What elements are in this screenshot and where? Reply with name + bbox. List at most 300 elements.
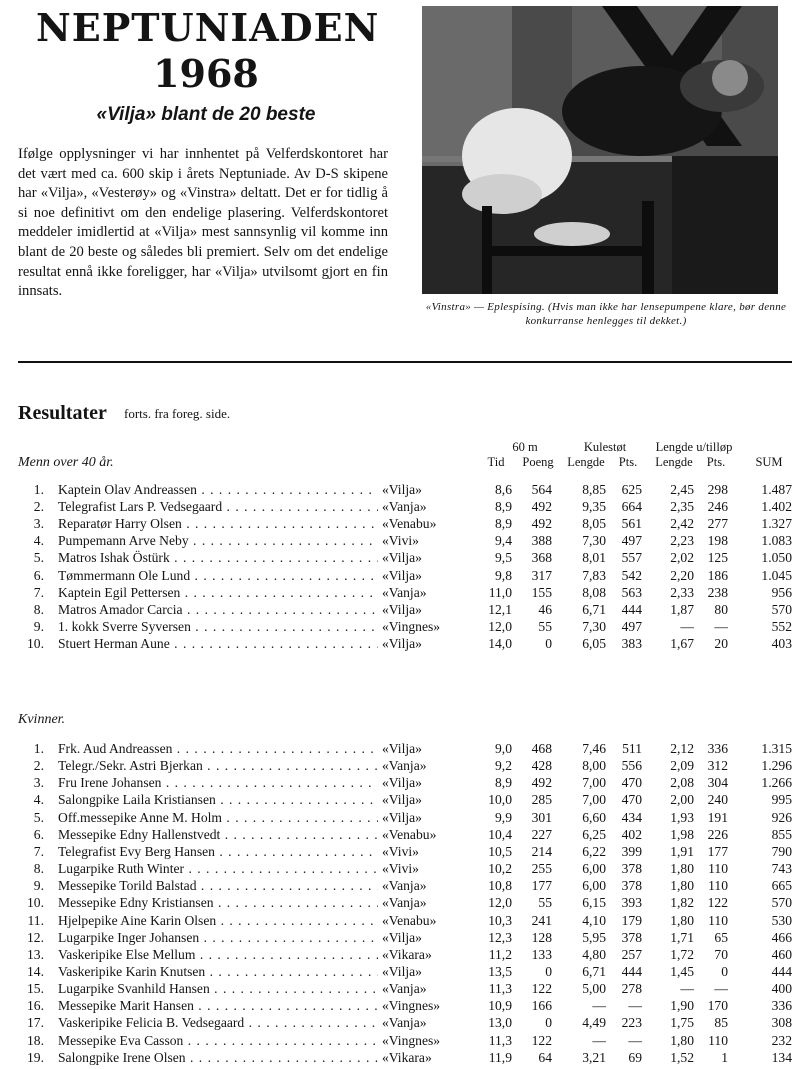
- cell-tid: 11,3: [488, 981, 512, 997]
- cell-poeng: 388: [531, 533, 552, 549]
- cell-tid: 10,2: [488, 861, 512, 877]
- cell-poeng: 155: [531, 584, 552, 600]
- cell-name: Vaskeripike Karin Knutsen . . .: [58, 963, 378, 981]
- cell-sum: 570: [771, 601, 792, 617]
- cell-kp: 497: [621, 618, 642, 634]
- cell-name: Telegrafist Lars P. Vedsegaard . . .: [58, 498, 378, 516]
- cell-tid: 11,0: [488, 584, 512, 600]
- table-row: [0, 929, 800, 947]
- cell-ll: 1,75: [670, 1015, 694, 1031]
- table-row: [0, 946, 800, 964]
- table-row: [0, 791, 800, 809]
- cell-no: 8.: [33, 601, 44, 617]
- cell-tid: 13,0: [488, 1015, 512, 1031]
- table-row: [0, 481, 800, 499]
- cell-lp: 226: [707, 826, 728, 842]
- table-row: [0, 894, 800, 912]
- cell-kp: 399: [621, 843, 642, 859]
- cell-kp: 378: [621, 929, 642, 945]
- cell-kl: 6,00: [582, 861, 606, 877]
- cell-no: 7.: [33, 843, 44, 859]
- cell-sum: 665: [771, 878, 792, 894]
- cell-kp: 470: [621, 792, 642, 808]
- table-row: [0, 980, 800, 998]
- cell-sum: 530: [771, 912, 792, 928]
- cell-kp: 278: [621, 981, 642, 997]
- cell-kp: 625: [621, 482, 642, 497]
- cell-ll: 2,45: [670, 482, 694, 497]
- cell-sum: 1.045: [761, 567, 792, 583]
- cell-kp: 511: [622, 741, 642, 756]
- cell-kl: 8,85: [582, 482, 606, 497]
- table-row: [0, 498, 800, 516]
- cell-ship: «Vilja»: [382, 809, 476, 827]
- cell-sum: 466: [771, 929, 792, 945]
- cell-sum: 1.050: [761, 550, 792, 566]
- cell-kl: 7,30: [582, 533, 606, 549]
- cell-lp: 312: [707, 758, 728, 774]
- cell-poeng: 492: [531, 775, 552, 791]
- cell-sum: 570: [771, 895, 792, 911]
- cell-tid: 9,5: [495, 550, 512, 566]
- cell-sum: 1.327: [761, 516, 792, 532]
- cell-ship: «Vilja»: [382, 740, 476, 758]
- cell-no: 10.: [27, 635, 44, 651]
- cell-ll: 1,80: [670, 878, 694, 894]
- cell-kp: 497: [621, 533, 642, 549]
- page-title: NEPTUNIADEN: [36, 5, 380, 50]
- cell-tid: 10,5: [488, 843, 512, 859]
- cell-ship: «Vilja»: [382, 929, 476, 947]
- col-header-tid: Tid: [487, 455, 505, 469]
- cell-kp: 393: [621, 895, 642, 911]
- cell-kl: 4,10: [582, 912, 606, 928]
- cell-kp: 542: [621, 567, 642, 583]
- cell-ship: «Vilja»: [382, 601, 476, 619]
- cell-ship: «Vikara»: [382, 1049, 476, 1067]
- table-row: [0, 774, 800, 792]
- table-row: [0, 1049, 800, 1067]
- cell-ll: 1,82: [670, 895, 694, 911]
- cell-ship: «Vanja»: [382, 1014, 476, 1032]
- cell-poeng: 428: [531, 758, 552, 774]
- cell-name: Messepike Edny Kristiansen . . .: [58, 894, 378, 912]
- table-row: [0, 809, 800, 827]
- table-row: [0, 860, 800, 878]
- cell-tid: 9,2: [495, 758, 512, 774]
- col-header-kule-lengde: Lengde: [567, 455, 605, 469]
- cell-kp: 557: [621, 550, 642, 566]
- cell-poeng: 177: [531, 878, 552, 894]
- cell-ll: 1,52: [670, 1049, 694, 1065]
- table-row: [0, 584, 800, 602]
- cell-lp: 198: [707, 533, 728, 549]
- cell-ship: «Vanja»: [382, 877, 476, 895]
- table-row: [0, 601, 800, 619]
- cell-tid: 13,5: [488, 963, 512, 979]
- cell-kl: 8,01: [582, 550, 606, 566]
- cell-ll: 2,02: [670, 550, 694, 566]
- cell-tid: 11,3: [488, 1032, 512, 1048]
- table-row: [0, 635, 800, 653]
- cell-tid: 9,0: [495, 741, 512, 756]
- cell-poeng: 564: [531, 482, 552, 497]
- cell-ship: «Venabu»: [382, 826, 476, 844]
- cell-lp: —: [714, 981, 728, 997]
- cell-name: Pumpemann Arve Neby . . .: [58, 532, 378, 550]
- cell-ll: 1,93: [670, 809, 694, 825]
- cell-kp: —: [628, 1032, 642, 1048]
- cell-tid: 9,9: [495, 809, 512, 825]
- cell-kl: —: [592, 1032, 606, 1048]
- table-row: [0, 515, 800, 533]
- cell-name: Off.messepike Anne M. Holm . . .: [58, 809, 378, 827]
- cell-ll: 2,00: [670, 792, 694, 808]
- cell-kp: 556: [621, 758, 642, 774]
- cell-name: Messepike Marit Hansen . . .: [58, 997, 378, 1015]
- cell-no: 5.: [33, 550, 44, 566]
- cell-tid: 8,9: [495, 775, 512, 791]
- cell-name: Fru Irene Johansen . . .: [58, 774, 378, 792]
- cell-sum: 995: [771, 792, 792, 808]
- col-group-60m: 60 m: [512, 440, 538, 454]
- intro-paragraph: Ifølge opplysninger vi har innhentet på Velferdskontoret har det vært med ca. 600 skip i årets Neptuniade. Av D-S skipene har «Vilja», «Vesterøy» og «Vinstra» deltatt. Det er for tidlig å si noe definitivt om den endelige plasering. Velferdskontoret meddeler imidlertid at «Vilja» mest sannsynlig vil komme inn blant de 20 beste og således bli premiert. Selv om det endelige resultat ennå ikke foreligger, har «Vilja» utvilsomt gjort en fin innsats.: [18, 146, 388, 300]
- cell-no: 6.: [33, 826, 44, 842]
- cell-kl: 7,00: [582, 775, 606, 791]
- cell-poeng: 285: [531, 792, 552, 808]
- cell-poeng: 0: [545, 1015, 552, 1031]
- cell-kl: 8,08: [582, 584, 606, 600]
- cell-sum: 743: [771, 861, 792, 877]
- cell-ll: —: [680, 981, 694, 997]
- cell-poeng: 46: [538, 601, 552, 617]
- cell-poeng: 0: [545, 963, 552, 979]
- cell-lp: 122: [707, 895, 728, 911]
- cell-tid: 8,9: [495, 516, 512, 532]
- cell-sum: 308: [771, 1015, 792, 1031]
- cell-ll: 1,91: [670, 843, 694, 859]
- cell-sum: 1.402: [761, 499, 792, 515]
- cell-ship: «Venabu»: [382, 912, 476, 930]
- cell-lp: 191: [707, 809, 728, 825]
- table-row: [0, 963, 800, 981]
- cell-ship: «Vilja»: [382, 963, 476, 981]
- cell-sum: 1.266: [761, 775, 792, 791]
- cell-ll: 2,35: [670, 499, 694, 515]
- cell-no: 11.: [27, 912, 44, 928]
- cell-sum: 1.487: [761, 482, 792, 497]
- cell-tid: 12,0: [488, 895, 512, 911]
- cell-lp: 110: [708, 878, 728, 894]
- cell-ship: «Vilja»: [382, 791, 476, 809]
- cell-name: Telegr./Sekr. Astri Bjerkan . . .: [58, 757, 378, 775]
- cell-ll: 1,67: [670, 635, 694, 651]
- cell-lp: 246: [707, 499, 728, 515]
- cell-ll: 2,33: [670, 584, 694, 600]
- cell-no: 17.: [27, 1015, 44, 1031]
- cell-sum: 926: [771, 809, 792, 825]
- cell-lp: 65: [714, 929, 728, 945]
- cell-sum: 1.083: [761, 533, 792, 549]
- cell-name: Lugarpike Svanhild Hansen . . .: [58, 980, 378, 998]
- cell-ship: «Vivi»: [382, 532, 476, 550]
- cell-name: Reparatør Harry Olsen . . .: [58, 515, 378, 533]
- cell-lp: —: [714, 618, 728, 634]
- cell-ll: 2,09: [670, 758, 694, 774]
- cell-no: 16.: [27, 998, 44, 1014]
- cell-ll: 1,71: [670, 929, 694, 945]
- table-row: [0, 567, 800, 585]
- cell-kp: 383: [621, 635, 642, 651]
- col-group-lengde: Lengde u/tilløp: [655, 440, 733, 454]
- cell-sum: 460: [771, 946, 792, 962]
- cell-ship: «Vanja»: [382, 584, 476, 602]
- cell-name: Matros Ishak Östürk . . .: [58, 549, 378, 567]
- results-continued-note: forts. fra foreg. side.: [124, 406, 231, 421]
- cell-tid: 9,4: [495, 533, 512, 549]
- cell-ship: «Vilja»: [382, 481, 476, 499]
- cell-poeng: 122: [531, 981, 552, 997]
- cell-lp: 240: [707, 792, 728, 808]
- cell-name: Kaptein Egil Pettersen . . .: [58, 584, 378, 602]
- cell-ship: «Vilja»: [382, 549, 476, 567]
- cell-ship: «Vanja»: [382, 894, 476, 912]
- cell-tid: 14,0: [488, 635, 512, 651]
- cell-ll: 2,42: [670, 516, 694, 532]
- cell-lp: 110: [708, 861, 728, 877]
- col-header-lengde-pts: Pts.: [706, 455, 726, 469]
- cell-ll: 2,23: [670, 533, 694, 549]
- table-row: [0, 843, 800, 861]
- cell-no: 7.: [33, 584, 44, 600]
- cell-lp: 170: [707, 998, 728, 1014]
- cell-kp: 223: [621, 1015, 642, 1031]
- cell-no: 2.: [33, 758, 44, 774]
- cell-ship: «Vingnes»: [382, 1032, 476, 1050]
- cell-ll: 1,45: [670, 963, 694, 979]
- col-header-poeng: Poeng: [522, 455, 554, 469]
- cell-poeng: 492: [531, 516, 552, 532]
- cell-poeng: 133: [531, 946, 552, 962]
- cell-name: Tømmermann Ole Lund . . .: [58, 567, 378, 585]
- cell-lp: 20: [714, 635, 728, 651]
- cell-tid: 10,8: [488, 878, 512, 894]
- cell-tid: 12,1: [488, 601, 512, 617]
- cell-kl: 3,21: [582, 1049, 606, 1065]
- cell-kp: 664: [621, 499, 642, 515]
- cell-name: Messepike Eva Casson . . .: [58, 1032, 378, 1050]
- cell-kp: 561: [621, 516, 642, 532]
- cell-poeng: 55: [538, 618, 552, 634]
- col-header-sum: SUM: [755, 455, 783, 469]
- cell-ll: 2,08: [670, 775, 694, 791]
- table-row: [0, 912, 800, 930]
- cell-ship: «Vingnes»: [382, 618, 476, 636]
- cell-no: 19.: [27, 1049, 44, 1065]
- cell-ll: —: [680, 618, 694, 634]
- results-heading: Resultater: [18, 402, 107, 424]
- cell-kp: 470: [621, 775, 642, 791]
- table-row: [0, 1032, 800, 1050]
- cell-no: 14.: [27, 963, 44, 979]
- cell-kl: 6,25: [582, 826, 606, 842]
- cell-tid: 10,4: [488, 826, 512, 842]
- col-header-lengde: Lengde: [655, 455, 693, 469]
- cell-lp: 238: [707, 584, 728, 600]
- cell-name: Salongpike Laila Kristiansen . . .: [58, 791, 378, 809]
- photo-apple-bobbing: [422, 6, 778, 294]
- cell-no: 12.: [27, 929, 44, 945]
- cell-poeng: 227: [531, 826, 552, 842]
- cell-kp: 378: [621, 878, 642, 894]
- cell-ship: «Vivi»: [382, 860, 476, 878]
- col-header-kule-pts: Pts.: [618, 455, 638, 469]
- cell-sum: 400: [771, 981, 792, 997]
- cell-ship: «Vanja»: [382, 757, 476, 775]
- cell-name: Matros Amador Carcia . . .: [58, 601, 378, 619]
- table-row: [0, 997, 800, 1015]
- cell-tid: 9,8: [495, 567, 512, 583]
- cell-name: Vaskeripike Else Mellum . . .: [58, 946, 378, 964]
- cell-ship: «Venabu»: [382, 515, 476, 533]
- cell-sum: 336: [771, 998, 792, 1014]
- cell-kp: 378: [621, 861, 642, 877]
- cell-tid: 10,3: [488, 912, 512, 928]
- cell-kl: 9,35: [582, 499, 606, 515]
- table-row: [0, 757, 800, 775]
- cell-ship: «Vivi»: [382, 843, 476, 861]
- table-row: [0, 740, 800, 758]
- cell-sum: 403: [771, 635, 792, 651]
- cell-ll: 1,87: [670, 601, 694, 617]
- cell-ll: 2,12: [670, 741, 694, 756]
- cell-kl: 7,83: [582, 567, 606, 583]
- cell-ll: 2,20: [670, 567, 694, 583]
- cell-tid: 8,6: [495, 482, 512, 497]
- cell-no: 18.: [27, 1032, 44, 1048]
- section-label-men: Menn over 40 år.: [18, 455, 114, 470]
- cell-lp: 186: [707, 567, 728, 583]
- cell-ll: 1,80: [670, 861, 694, 877]
- cell-ship: «Vilja»: [382, 635, 476, 653]
- cell-kp: 434: [621, 809, 642, 825]
- cell-no: 10.: [27, 895, 44, 911]
- cell-tid: 11,9: [488, 1049, 512, 1065]
- cell-poeng: 241: [531, 912, 552, 928]
- cell-no: 1.: [33, 741, 44, 756]
- cell-name: Lugarpike Ruth Winter . . .: [58, 860, 378, 878]
- cell-name: Messepike Edny Hallenstvedt . . .: [58, 826, 378, 844]
- cell-ship: «Vanja»: [382, 980, 476, 998]
- cell-no: 5.: [33, 809, 44, 825]
- cell-lp: 0: [721, 963, 728, 979]
- cell-poeng: 301: [531, 809, 552, 825]
- cell-sum: 232: [771, 1032, 792, 1048]
- cell-name: Messepike Torild Balstad . . .: [58, 877, 378, 895]
- cell-no: 9.: [33, 878, 44, 894]
- cell-no: 4.: [33, 792, 44, 808]
- cell-no: 1.: [33, 482, 44, 497]
- cell-ship: «Vilja»: [382, 774, 476, 792]
- cell-sum: 134: [771, 1049, 792, 1065]
- cell-poeng: 368: [531, 550, 552, 566]
- cell-poeng: 255: [531, 861, 552, 877]
- cell-kp: 444: [621, 963, 642, 979]
- cell-ship: «Vanja»: [382, 498, 476, 516]
- cell-poeng: 214: [531, 843, 552, 859]
- cell-lp: 110: [708, 912, 728, 928]
- cell-poeng: 122: [531, 1032, 552, 1048]
- cell-sum: 790: [771, 843, 792, 859]
- cell-tid: 12,0: [488, 618, 512, 634]
- cell-kl: 6,71: [582, 963, 606, 979]
- cell-no: 8.: [33, 861, 44, 877]
- cell-sum: 444: [771, 963, 792, 979]
- cell-poeng: 492: [531, 499, 552, 515]
- cell-name: Salongpike Irene Olsen . . .: [58, 1049, 378, 1067]
- cell-kl: 6,15: [582, 895, 606, 911]
- cell-kp: 563: [621, 584, 642, 600]
- cell-lp: 298: [707, 482, 728, 497]
- cell-no: 9.: [33, 618, 44, 634]
- cell-no: 13.: [27, 946, 44, 962]
- cell-ship: «Vilja»: [382, 567, 476, 585]
- cell-no: 3.: [33, 516, 44, 532]
- cell-kl: —: [592, 998, 606, 1014]
- cell-lp: 85: [714, 1015, 728, 1031]
- cell-lp: 70: [714, 946, 728, 962]
- cell-sum: 552: [771, 618, 792, 634]
- cell-kl: 4,49: [582, 1015, 606, 1031]
- cell-no: 6.: [33, 567, 44, 583]
- cell-name: Frk. Aud Andreassen . . .: [58, 740, 378, 758]
- cell-ll: 1,80: [670, 1032, 694, 1048]
- cell-lp: 125: [707, 550, 728, 566]
- cell-ship: «Vikara»: [382, 946, 476, 964]
- cell-name: Hjelpepike Aine Karin Olsen . . .: [58, 912, 378, 930]
- cell-name: Lugarpike Inger Johansen . . .: [58, 929, 378, 947]
- cell-kp: 69: [628, 1049, 642, 1065]
- cell-kp: 402: [621, 826, 642, 842]
- article-subtitle: «Vilja» blant de 20 beste: [96, 104, 316, 125]
- cell-lp: 1: [721, 1049, 728, 1065]
- photo-caption: «Vinstra» — Eplespising. (Hvis man ikke har lensepumpene klare, bør denne konkurranse henlegges til dekket.): [425, 301, 787, 327]
- cell-tid: 10,9: [488, 998, 512, 1014]
- cell-kl: 7,00: [582, 792, 606, 808]
- cell-kp: 179: [621, 912, 642, 928]
- cell-name: Telegrafist Evy Berg Hansen . . .: [58, 843, 378, 861]
- cell-ll: 1,72: [670, 946, 694, 962]
- cell-poeng: 166: [531, 998, 552, 1014]
- cell-tid: 10,0: [488, 792, 512, 808]
- cell-kl: 6,00: [582, 878, 606, 894]
- cell-lp: 304: [707, 775, 728, 791]
- cell-no: 4.: [33, 533, 44, 549]
- cell-ll: 1,80: [670, 912, 694, 928]
- cell-kp: 444: [621, 601, 642, 617]
- cell-ship: «Vingnes»: [382, 997, 476, 1015]
- cell-no: 2.: [33, 499, 44, 515]
- table-row: [0, 532, 800, 550]
- cell-kl: 4,80: [582, 946, 606, 962]
- cell-lp: 336: [707, 741, 728, 756]
- cell-tid: 11,2: [488, 946, 512, 962]
- table-row: [0, 1014, 800, 1032]
- table-row: [0, 826, 800, 844]
- cell-name: Kaptein Olav Andreassen . . .: [58, 481, 378, 499]
- cell-name: 1. kokk Sverre Syversen . . .: [58, 618, 378, 636]
- section-divider: [18, 361, 792, 363]
